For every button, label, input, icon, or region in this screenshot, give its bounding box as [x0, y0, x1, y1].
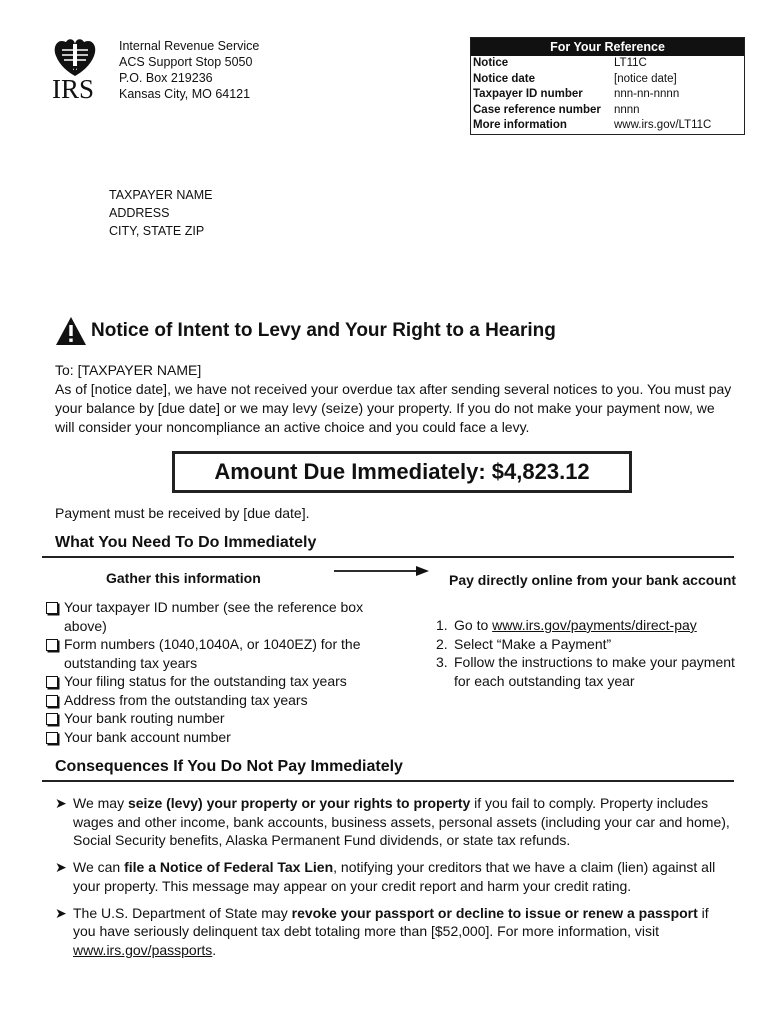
reference-value: nnn-nn-nnnn [614, 88, 680, 100]
checkbox-icon [46, 639, 58, 651]
step-number: 3. [436, 654, 448, 670]
gather-item-text: Your bank routing number [64, 710, 225, 726]
reference-label: Notice [473, 57, 509, 69]
irs-logo-text: IRS [52, 74, 95, 104]
consequences-list [55, 794, 735, 968]
checkbox-icon [46, 676, 58, 688]
consequence-text: if you have seriously delinquent tax debt totaling more than [$52,000]. For more information, visit [73, 904, 709, 939]
consequence-item [55, 904, 735, 960]
section-title-todo: What You Need To Do Immediately [55, 534, 317, 551]
reference-value: nnnn [614, 103, 640, 116]
checkbox-icon [46, 695, 58, 707]
payment-due-text: Payment must be received by [due date]. [55, 505, 310, 521]
section-divider [42, 780, 734, 782]
pay-step [436, 635, 736, 654]
consequence-item [55, 858, 735, 895]
checkbox-icon [46, 732, 58, 744]
taxpayer-address-block [109, 186, 213, 240]
consequence-bold: file a Notice of Federal Tax Lien [124, 859, 334, 875]
consequence-text: , notifying your creditors that we have a claim (lien) against all your property. This message may appear on your credit report and harm your credit rating. [73, 859, 716, 894]
consequence-text: . [212, 941, 217, 958]
pay-step-text: Select “Make a Payment” [454, 635, 612, 652]
gather-item-text: Your taxpayer ID number (see the reference box above) [64, 599, 364, 634]
gather-info-list [46, 598, 396, 746]
reference-row [471, 118, 744, 134]
reference-value: www.irs.gov/LT11C [614, 119, 712, 131]
consequence-text: We can [73, 859, 125, 875]
gather-item [46, 728, 396, 747]
notice-paragraph: As of [notice date], we have not received your overdue tax after sending several notices to you. You must pay your balance by [due date] or we may levy (seize) your property. If you do not make your payment now, we will consider your noncompliance an active choice and you could face a levy. [55, 381, 732, 435]
pay-step-text: Go to [454, 617, 493, 633]
gather-item [46, 672, 396, 691]
gather-item [46, 709, 396, 728]
reference-label: More information [473, 119, 567, 131]
gather-item [46, 635, 396, 672]
pay-online-title: Pay directly online from your bank account [449, 572, 737, 588]
taxpayer-line: ADDRESS [109, 206, 170, 220]
gather-item-text: Your filing status for the outstanding tax years [64, 673, 347, 689]
address-line: Kansas City, MO 64121 [119, 87, 251, 101]
gather-item-text: Form numbers (1040,1040A, or 1040EZ) for the outstanding tax years [64, 636, 361, 671]
notice-body [55, 361, 735, 437]
pay-steps-list [436, 616, 736, 690]
checkbox-icon [46, 602, 58, 614]
step-number: 2. [436, 635, 448, 652]
taxpayer-line: TAXPAYER NAME [109, 188, 213, 202]
consequence-text: The U.S. Department of State may [73, 904, 292, 921]
checkbox-icon [46, 713, 58, 725]
consequence-item [55, 794, 735, 850]
gather-item-text: Your bank account number [64, 728, 231, 745]
address-line: P.O. Box 219236 [119, 71, 213, 85]
gather-item [46, 598, 396, 635]
reference-label: Notice date [473, 72, 535, 85]
amount-due-box: Amount Due Immediately: $4,823.12 [172, 451, 632, 493]
consequence-bold: seize (levy) your property or your rights to property [127, 795, 471, 811]
section-title-consequences: Consequences If You Do Not Pay Immediately [55, 758, 403, 775]
section-divider [42, 556, 734, 558]
reference-row [471, 72, 744, 88]
gather-item [46, 691, 396, 710]
notice-title-row [55, 316, 556, 346]
chevron-right-icon: ➤ [55, 795, 67, 811]
taxpayer-line: CITY, STATE ZIP [109, 224, 205, 238]
consequence-text: if you fail to comply. Property includes wages and other income, bank accounts, business assets, personal assets (including your car and home), Social Security benefits, Alaska Permanent Fund dividends, or state tax refunds. [73, 795, 730, 848]
irs-eagle-seal-icon [50, 36, 100, 78]
arrow-right-icon [334, 563, 430, 579]
warning-icon [55, 316, 87, 346]
step-number: 1. [436, 617, 448, 633]
reference-row [471, 56, 744, 72]
address-line: ACS Support Stop 5050 [119, 55, 253, 69]
reference-value: LT11C [614, 57, 647, 69]
pay-step [436, 653, 736, 690]
gather-info-title: Gather this information [106, 570, 261, 586]
reference-row [471, 103, 744, 119]
consequence-text: We may [73, 795, 128, 811]
notice-title: Notice of Intent to Levy and Your Right to a Hearing [91, 320, 556, 341]
reference-value: [notice date] [614, 72, 677, 85]
chevron-right-icon: ➤ [55, 859, 67, 875]
pay-step-text: Follow the instructions to make your payment for each outstanding tax year [454, 654, 735, 689]
reference-row [471, 87, 744, 103]
chevron-right-icon: ➤ [55, 904, 67, 921]
address-line: Internal Revenue Service [119, 39, 260, 53]
pay-step [436, 616, 736, 635]
reference-box [470, 37, 745, 135]
direct-pay-link[interactable]: www.irs.gov/payments/direct-pay [492, 617, 697, 633]
reference-label: Taxpayer ID number [473, 88, 583, 100]
gather-item-text: Address from the outstanding tax years [64, 691, 308, 708]
passports-link[interactable]: www.irs.gov/passports [73, 941, 213, 958]
reference-box-header: For Your Reference [471, 38, 744, 56]
irs-return-address [119, 38, 259, 102]
notice-to: To: [TAXPAYER NAME] [55, 362, 202, 378]
reference-label: Case reference number [473, 103, 601, 116]
consequence-bold: revoke your passport or decline to issue or renew a passport [291, 904, 698, 921]
